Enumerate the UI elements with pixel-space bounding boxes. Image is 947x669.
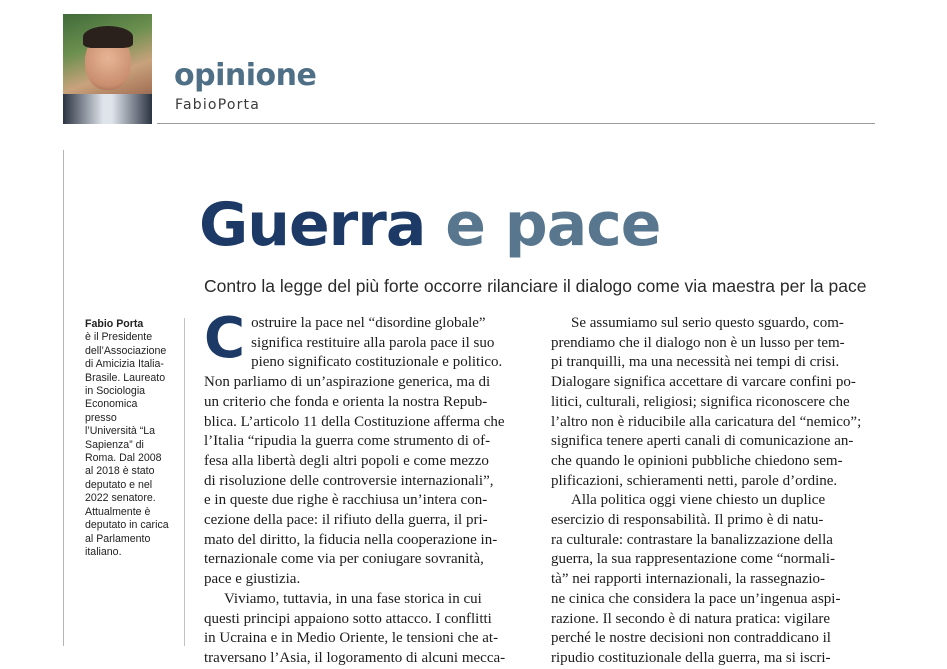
- article-title-word-2: e pace: [445, 190, 661, 260]
- article-title-word-1: Guerra: [199, 190, 426, 260]
- text-line: l’altro non è riducibile alla caricatura del “nemico”;: [551, 413, 862, 430]
- text-line: Dialogare significa accettare di varcare confini po-: [551, 374, 856, 391]
- author-bio: [85, 318, 177, 559]
- text-line: tà” nei rapporti internazionali, la rassegnazio-: [551, 571, 826, 588]
- bio-line: è il Presidente: [85, 331, 153, 344]
- text-line: pieno significato costituzionale e politico.: [251, 354, 503, 371]
- author-byline: FabioPorta: [175, 97, 261, 113]
- text-line: di risoluzione delle controversie internazionali”,: [204, 472, 494, 489]
- bio-line: al Parlamento: [85, 532, 151, 545]
- text-line: blica. L’articolo 11 della Costituzione afferma che: [204, 413, 505, 430]
- body-column-1: [204, 306, 530, 669]
- text-line: Viviamo, tuttavia, in una fase storica in cui: [224, 590, 482, 607]
- article-title: [199, 190, 661, 260]
- author-photo: [63, 14, 152, 124]
- section-label: opinione: [174, 58, 317, 93]
- text-line: ripudio costituzionale della guerra, ma si iscri-: [551, 649, 831, 666]
- text-line: esercizio di responsabilità. Il primo è di natu-: [551, 512, 824, 529]
- text-line: razione. Il secondo è di natura pratica: vigilare: [551, 610, 831, 627]
- text-line: Se assumiamo sul serio questo sguardo, com-: [571, 315, 844, 331]
- column-1-text: [204, 373, 530, 669]
- text-line: perché le nostre decisioni non contraddicano il: [551, 630, 831, 647]
- text-line: litici, culturali, religiosi; significa riconoscere che: [551, 393, 850, 410]
- text-line: ternazionale come via per coniugare sovranità,: [204, 551, 484, 568]
- bio-line: al 2018 è stato: [85, 465, 155, 478]
- bio-line: presso: [85, 411, 117, 424]
- bio-line: Roma. Dal 2008: [85, 452, 162, 465]
- drop-cap-lines: [204, 306, 530, 373]
- bio-line: italiano.: [85, 545, 122, 558]
- text-line: e in queste due righe è racchiusa un’intera con-: [204, 492, 488, 509]
- page-margin-rule: [63, 150, 64, 646]
- bio-line: Economica: [85, 398, 138, 411]
- bio-line: deputato in carica: [85, 519, 169, 532]
- text-line: Alla politica oggi viene chiesto un duplice: [571, 492, 826, 509]
- bio-line: di Amicizia Italia-: [85, 358, 164, 371]
- column-divider: [184, 318, 185, 646]
- text-line: cezione della pace: il rifiuto della guerra, il pri-: [204, 512, 488, 529]
- text-line: mato del diritto, la fiducia nella cooperazione in-: [204, 531, 498, 548]
- text-line: traversano l’Asia, il logoramento di alcuni mecca-: [204, 649, 506, 666]
- text-line: l’Italia “ripudia la guerra come strumento di of-: [204, 433, 491, 450]
- text-line: pi tranquilli, ma una necessità nei tempi di crisi.: [551, 354, 840, 371]
- bio-line: Brasile. Laureato: [85, 371, 166, 384]
- text-line: pace e giustizia.: [204, 571, 301, 588]
- header-divider: [157, 123, 875, 124]
- text-line: che quando le opinioni pubbliche chiedono sem-: [551, 452, 843, 469]
- author-photo-shirt: [63, 94, 152, 124]
- bio-line: deputato e nel: [85, 478, 153, 491]
- text-line: Non parliamo di un’aspirazione generica, ma di: [204, 374, 491, 391]
- bio-text: [85, 331, 177, 559]
- drop-cap-paragraph: [204, 306, 530, 373]
- text-line: significa tenere aperti canali di comunicazione an-: [551, 433, 854, 450]
- text-line: fesa alla libertà degli altri popoli e come mezzo: [204, 452, 489, 469]
- column-2-text: [551, 314, 877, 669]
- drop-cap: C: [204, 306, 246, 371]
- bio-line: Sapienza” di: [85, 438, 144, 451]
- text-line: ne cinica che considera la pace un’ingenua aspi-: [551, 590, 841, 607]
- text-line: ra culturale: contrastare la banalizzazione della: [551, 531, 833, 548]
- text-line: un criterio che fonda e orienta la nostra Repub-: [204, 393, 488, 410]
- text-line: plificazioni, schieramenti netti, parole d’ordine.: [551, 472, 838, 489]
- bio-line: dell’Associazione: [85, 344, 167, 357]
- bio-line: 2022 senatore.: [85, 492, 156, 505]
- text-line: significa restituire alla parola pace il suo: [251, 334, 495, 351]
- bio-line: Attualmente è: [85, 505, 151, 518]
- article-subtitle: Contro la legge del più forte occorre rilanciare il dialogo come via maestra per la pace: [204, 276, 867, 296]
- text-line: prendiamo che il dialogo non è un lusso per tem-: [551, 334, 845, 351]
- text-line: ostruire la pace nel “disordine globale”: [251, 315, 486, 331]
- bio-name: Fabio Porta: [85, 318, 144, 330]
- bio-line: in Sociologia: [85, 385, 146, 398]
- author-photo-hair: [83, 26, 133, 48]
- text-line: questi principi appaiono sotto attacco. I conflitti: [204, 610, 492, 627]
- text-line: guerra, la sua rappresentazione come “normali-: [551, 551, 836, 568]
- bio-line: l’Università “La: [85, 425, 156, 438]
- text-line: in Ucraina e in Medio Oriente, le tensioni che at-: [204, 630, 499, 647]
- body-column-2: [551, 314, 877, 669]
